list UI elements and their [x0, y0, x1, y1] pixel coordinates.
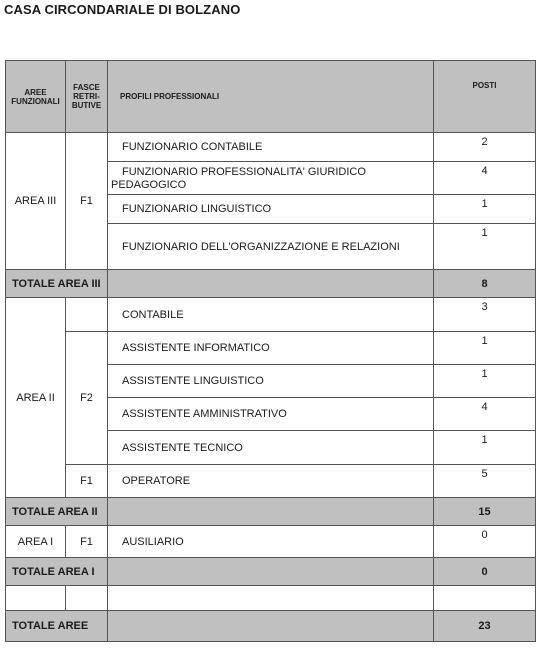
fascia-cell: F1 — [66, 526, 108, 558]
profilo-cell: FUNZIONARIO PROFESSIONALITA' GIURIDICO PEDAGOGICO — [108, 162, 434, 195]
total-row — [6, 270, 536, 298]
profilo-cell: ASSISTENTE TECNICO — [108, 431, 434, 465]
empty-cell — [434, 586, 536, 611]
empty-row — [6, 586, 536, 611]
total-label: TOTALE AREA III — [6, 270, 108, 298]
table-row — [6, 298, 536, 332]
posti-cell: 2 — [434, 133, 536, 162]
grand-total-label: TOTALE AREE — [6, 611, 108, 642]
profilo-cell: ASSISTENTE INFORMATICO — [108, 332, 434, 365]
profilo-cell: ASSISTENTE LINGUISTICO — [108, 365, 434, 398]
area-cell: AREA II — [6, 298, 66, 498]
total-value: 0 — [434, 558, 536, 586]
total-empty-cell — [108, 558, 434, 586]
posti-cell: 1 — [434, 224, 536, 270]
table-row — [6, 526, 536, 558]
table-row — [6, 133, 536, 162]
page-title: CASA CIRCONDARIALE DI BOLZANO — [4, 2, 241, 17]
posti-cell: 5 — [434, 465, 536, 498]
profilo-cell: FUNZIONARIO DELL'ORGANIZZAZIONE E RELAZIONI — [108, 224, 434, 270]
area-cell: AREA III — [6, 133, 66, 270]
posti-cell: 1 — [434, 332, 536, 365]
total-empty-cell — [108, 498, 434, 526]
fascia-empty-cell — [66, 298, 108, 332]
profilo-cell: OPERATORE — [108, 465, 434, 498]
posti-cell: 4 — [434, 398, 536, 431]
header-row — [6, 61, 536, 133]
profilo-cell: AUSILIARIO — [108, 526, 434, 558]
posti-cell: 1 — [434, 431, 536, 465]
total-empty-cell — [108, 611, 434, 642]
staffing-table — [5, 60, 536, 642]
total-empty-cell — [108, 270, 434, 298]
total-value: 8 — [434, 270, 536, 298]
posti-cell: 3 — [434, 298, 536, 332]
total-label: TOTALE AREA I — [6, 558, 108, 586]
posti-cell: 0 — [434, 526, 536, 558]
fascia-cell: F1 — [66, 465, 108, 498]
header-posti: POSTI — [434, 61, 536, 133]
empty-cell — [6, 586, 66, 611]
profilo-cell: FUNZIONARIO LINGUISTICO — [108, 195, 434, 224]
profilo-cell: CONTABILE — [108, 298, 434, 332]
table-row — [6, 332, 536, 365]
posti-cell: 1 — [434, 195, 536, 224]
profilo-cell: ASSISTENTE AMMINISTRATIVO — [108, 398, 434, 431]
empty-cell — [66, 586, 108, 611]
header-profili-professionali: PROFILI PROFESSIONALI — [108, 61, 434, 133]
empty-cell — [108, 586, 434, 611]
posti-cell: 4 — [434, 162, 536, 195]
posti-cell: 1 — [434, 365, 536, 398]
profilo-cell: FUNZIONARIO CONTABILE — [108, 133, 434, 162]
area-cell: AREA I — [6, 526, 66, 558]
header-aree-funzionali: AREE FUNZIONALI — [6, 61, 66, 133]
table-row — [6, 465, 536, 498]
header-fasce-retributive: FASCE RETRI- BUTIVE — [66, 61, 108, 133]
fascia-cell: F2 — [66, 332, 108, 465]
total-row — [6, 498, 536, 526]
total-label: TOTALE AREA II — [6, 498, 108, 526]
fascia-cell: F1 — [66, 133, 108, 270]
grand-total-row — [6, 611, 536, 642]
total-value: 15 — [434, 498, 536, 526]
grand-total-value: 23 — [434, 611, 536, 642]
total-row — [6, 558, 536, 586]
